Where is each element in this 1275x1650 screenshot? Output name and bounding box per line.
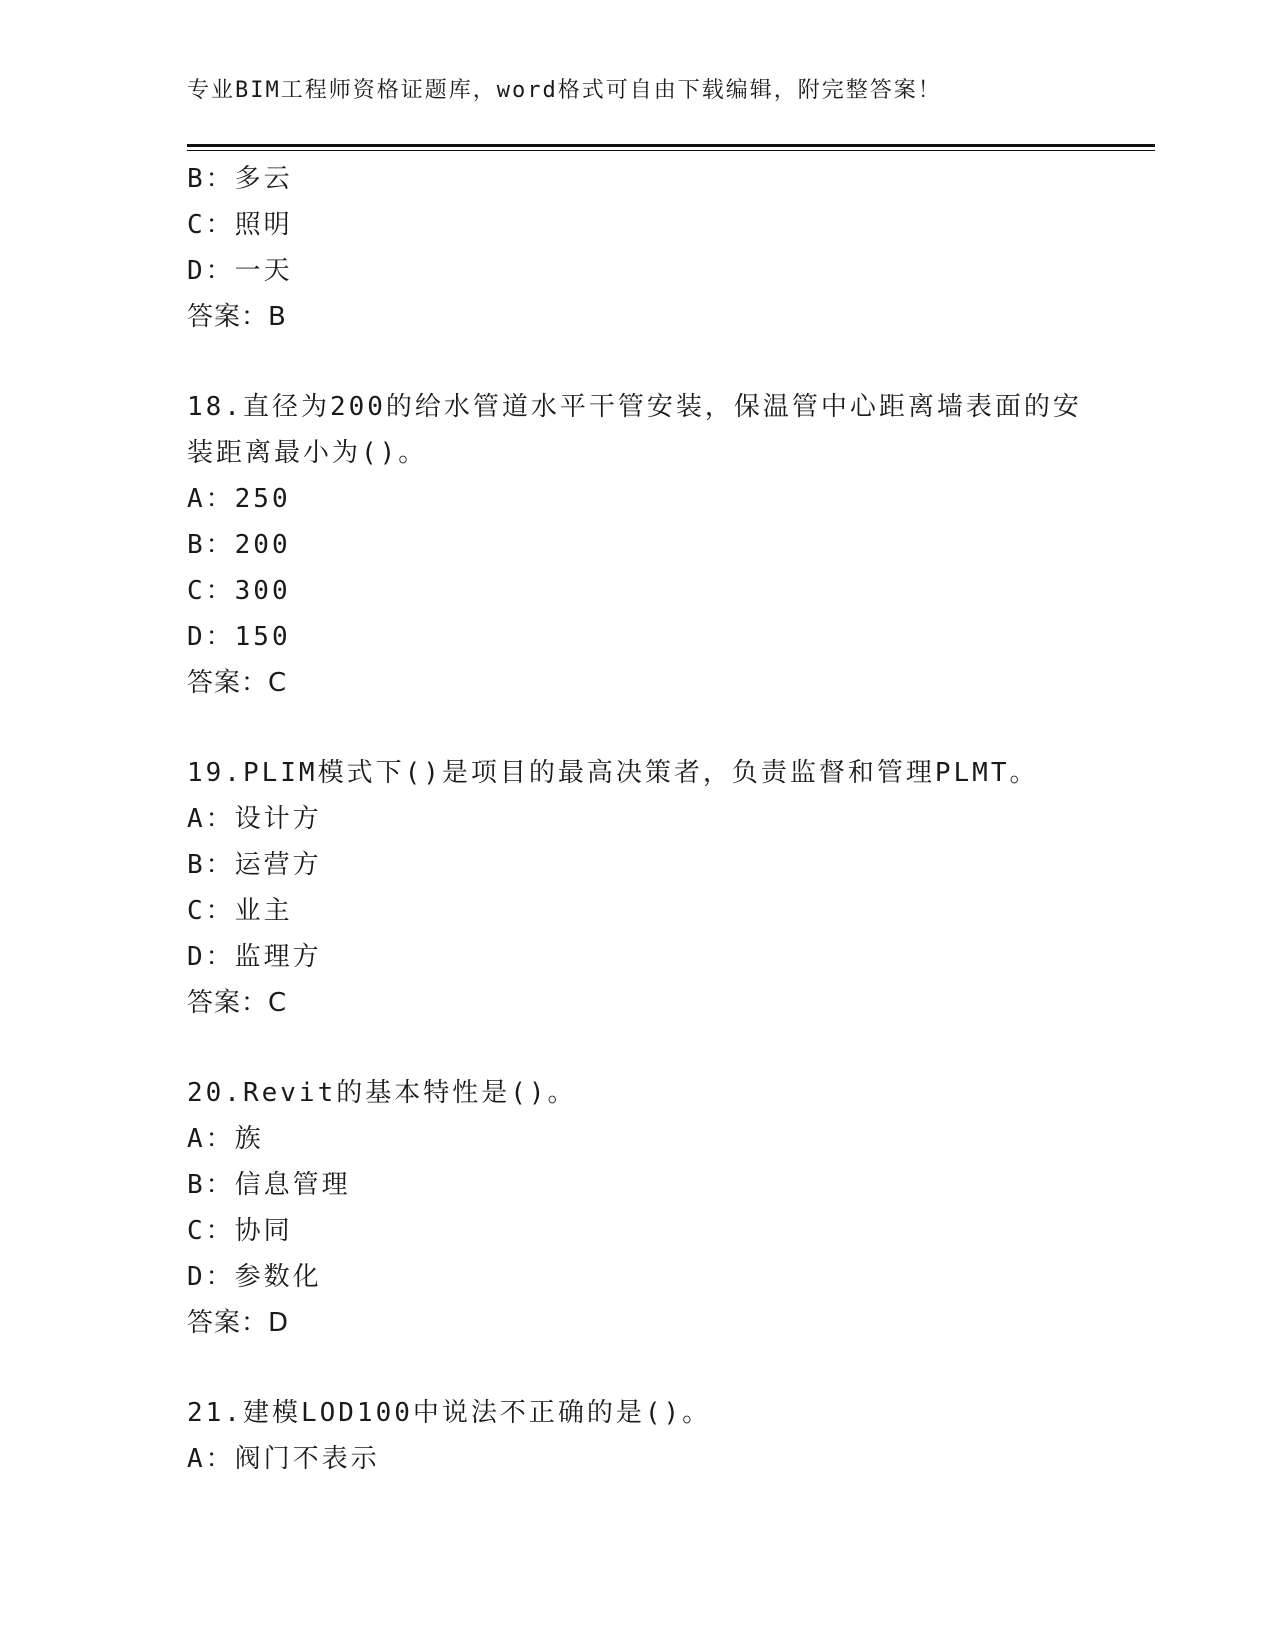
question-stem: 20.Revit的基本特性是()。 xyxy=(187,1078,577,1108)
answer-line: 答案：C xyxy=(187,988,288,1018)
option-line: C：协同 xyxy=(187,1216,293,1246)
option-line: B：200 xyxy=(187,530,291,560)
option-line: B：运营方 xyxy=(187,850,322,880)
option-line: C：300 xyxy=(187,576,291,606)
option-line: D：一天 xyxy=(187,256,293,286)
option-line: A：阀门不表示 xyxy=(187,1444,380,1474)
option-line: D：150 xyxy=(187,622,291,652)
question-content xyxy=(187,156,1087,1482)
spacer xyxy=(187,1026,1087,1070)
option-line: A：250 xyxy=(187,484,291,514)
option-line: A：设计方 xyxy=(187,804,322,834)
option-line: B：信息管理 xyxy=(187,1170,351,1200)
option-line: A：族 xyxy=(187,1124,264,1154)
option-line: D：监理方 xyxy=(187,942,322,972)
answer-line: 答案：D xyxy=(187,1308,290,1338)
option-line: C：业主 xyxy=(187,896,293,926)
header-rule-thin xyxy=(187,150,1155,151)
option-line: D：参数化 xyxy=(187,1262,322,1292)
spacer xyxy=(187,706,1087,750)
answer-line: 答案：C xyxy=(187,668,288,698)
header-rule-thick xyxy=(187,144,1155,147)
question-stem: 18.直径为200的给水管道水平干管安装，保温管中心距离墙表面的安 xyxy=(187,392,1082,422)
page-header: 专业BIM工程师资格证题库，word格式可自由下载编辑，附完整答案！ xyxy=(187,78,942,103)
question-stem: 21.建模LOD100中说法不正确的是()。 xyxy=(187,1398,712,1428)
option-line: B：多云 xyxy=(187,164,293,194)
question-stem: 19.PLIM模式下()是项目的最高决策者，负责监督和管理PLMT。 xyxy=(187,758,1039,788)
answer-line: 答案：B xyxy=(187,302,287,332)
spacer xyxy=(187,1346,1087,1390)
spacer xyxy=(187,340,1087,384)
option-line: C：照明 xyxy=(187,210,293,240)
question-stem-continued: 装距离最小为()。 xyxy=(187,438,428,468)
